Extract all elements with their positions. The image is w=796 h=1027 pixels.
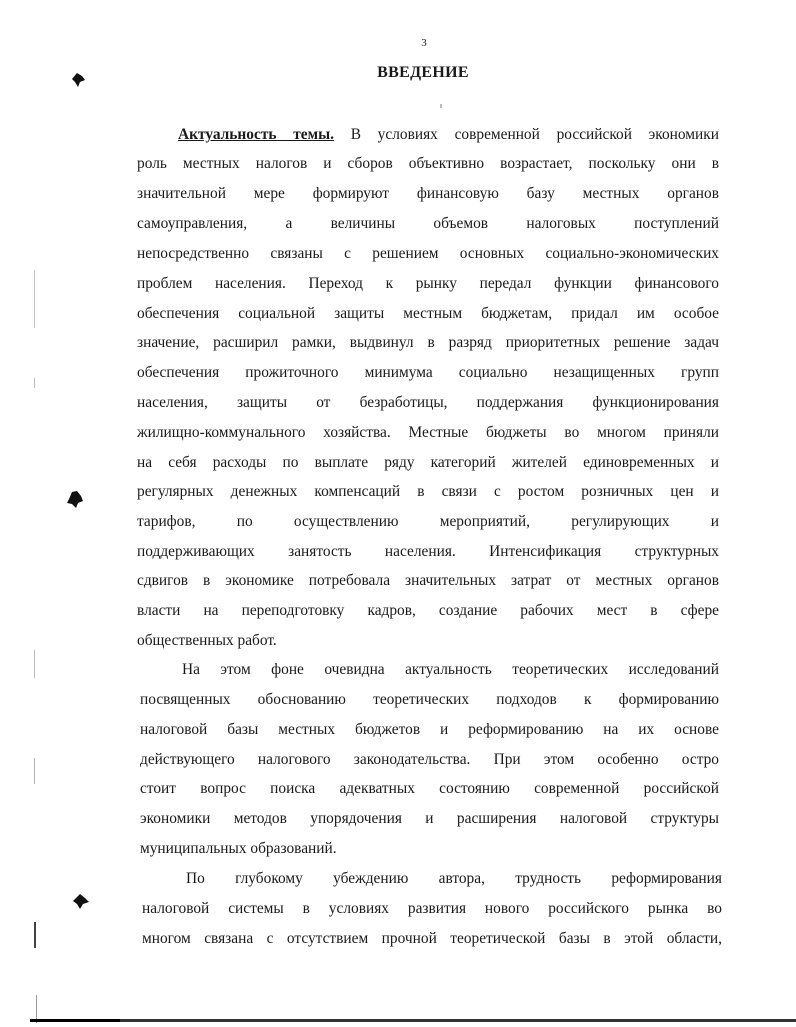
paragraph-3-line: многом связана с отсутствием прочной теоретической базы в этой области, <box>142 930 722 947</box>
paragraph-1-line: власти на переподготовку кадров, создание рабочих мест в сфере <box>137 602 719 619</box>
paragraph-1-line: самоуправления, а величины объемов налоговых поступлений <box>137 215 719 232</box>
paragraph-1-line: поддерживающих занятость населения. Интенсификация структурных <box>137 543 719 560</box>
paragraph-1-line: населения, защиты от безработицы, поддержания функционирования <box>137 394 719 411</box>
paragraph-3-line: По глубокому убеждению автора, трудность реформирования <box>186 870 722 887</box>
paragraph-2-line: стоит вопрос поиска адекватных состоянию современной российской <box>140 780 719 797</box>
paragraph-1-line: жилищно-коммунального хозяйства. Местные бюджеты во многом приняли <box>137 424 719 441</box>
scan-speck <box>440 104 442 108</box>
paragraph-1-line: значительной мере формируют финансовую базу местных органов <box>137 185 719 202</box>
paragraph-2-line: экономики методов упорядочения и расширения налоговой структуры <box>140 810 719 827</box>
scan-bottom-edge <box>30 1019 796 1022</box>
paragraph-1-line: сдвигов в экономике потребовала значительных затрат от местных органов <box>137 572 719 589</box>
paragraph-1-line: значение, расширил рамки, выдвинул в разряд приоритетных решение задач <box>137 334 719 351</box>
margin-streak <box>34 270 35 328</box>
page-title: ВВЕДЕНИЕ <box>377 64 469 81</box>
page-number: 3 <box>421 37 427 49</box>
margin-streak <box>34 650 35 678</box>
paragraph-1-line: общественных работ. <box>137 632 277 649</box>
paragraph-1-line: на себя расходы по выплате ряду категорий жителей единовременных и <box>137 454 719 471</box>
paragraph-2-line: действующего налогового законодательства. При этом особенно остро <box>140 751 719 768</box>
margin-streak <box>34 378 35 388</box>
ink-blot-icon <box>70 890 92 912</box>
paragraph-1-line-1 <box>178 125 719 145</box>
topic-lead-label: Актуальность темы. <box>178 126 334 143</box>
ink-blot-icon <box>68 70 88 90</box>
margin-streak <box>34 922 36 948</box>
paragraph-3-line: налоговой системы в условиях развития нового российского рынка во <box>142 900 722 917</box>
paragraph-1-line: обеспечения социальной защиты местным бюджетам, придал им особое <box>137 305 719 322</box>
margin-streak <box>34 758 35 784</box>
paragraph-2-line: муниципальных образований. <box>140 840 337 857</box>
paragraph-1-line-1-text: В условиях современной российской экономики <box>333 126 719 143</box>
paragraph-1-line: обеспечения прожиточного минимума социально незащищенных групп <box>137 364 719 381</box>
paragraph-1-line: тарифов, по осуществлению мероприятий, регулирующих и <box>137 513 719 530</box>
paragraph-1-line: регулярных денежных компенсаций в связи с ростом розничных цен и <box>137 483 719 500</box>
paragraph-1-line: проблем населения. Переход к рынку передал функции финансового <box>137 275 719 292</box>
paragraph-1-line: роль местных налогов и сборов объективно возрастает, поскольку они в <box>137 155 719 172</box>
paragraph-1-line: непосредственно связаны с решением основных социально-экономических <box>137 245 719 262</box>
paragraph-2-line: налоговой базы местных бюджетов и реформированию на их основе <box>140 721 719 738</box>
paragraph-2-line: На этом фоне очевидна актуальность теоретических исследований <box>182 661 719 678</box>
ink-blot-icon <box>64 488 86 510</box>
paragraph-2-line: посвященных обоснованию теоретических подходов к формированию <box>140 691 719 708</box>
